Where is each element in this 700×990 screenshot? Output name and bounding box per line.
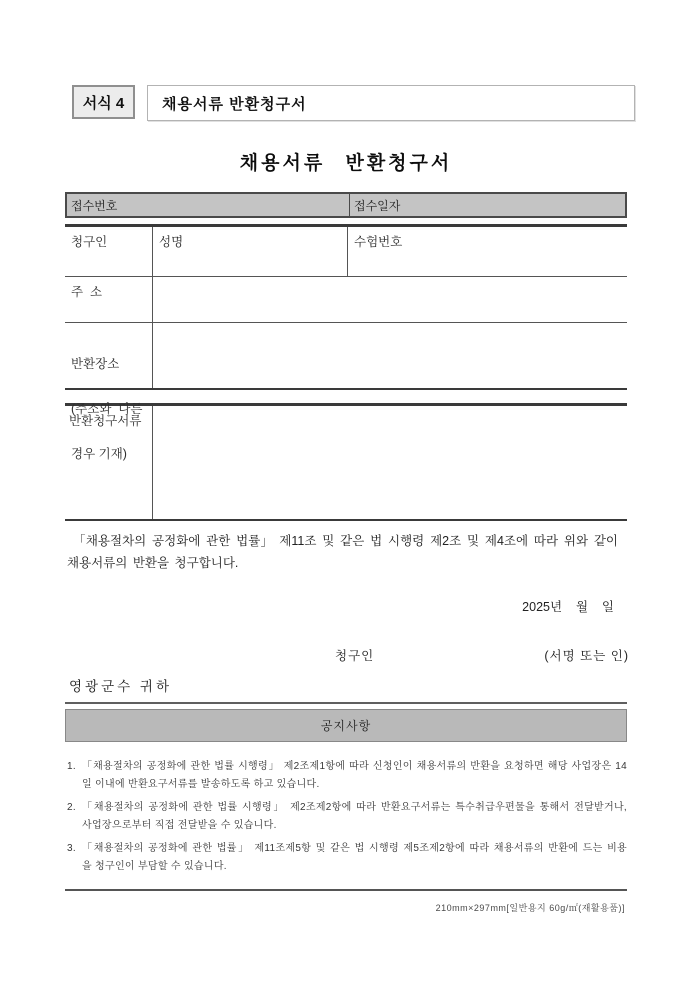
address-label-cell: 주 소 [65, 276, 153, 322]
notice-item-text [82, 758, 627, 793]
date-line: 2025년 월 일 [522, 600, 614, 614]
paper-spec: 210mm×297mm[일반용지 60g/㎡(재활용품)] [435, 903, 625, 913]
notice-item-line: 을 청구인이 부담할 수 있습니다. [82, 860, 227, 872]
requested-documents-table [65, 403, 627, 521]
form-number-badge: 서식 4 [72, 85, 135, 119]
notice-item-number: 1. [67, 761, 76, 772]
notice-list [65, 758, 627, 875]
addressee: 영광군수 귀하 [69, 679, 172, 694]
requested-documents-value-cell [153, 406, 627, 519]
notice-item-text [82, 840, 627, 875]
bottom-rule [65, 889, 627, 891]
receipt-header-row [65, 192, 627, 218]
notice-item-line: 일 이내에 반환요구서류를 발송하도록 하고 있습니다. [82, 778, 320, 790]
return-place-value-cell [153, 322, 627, 388]
receipt-number-label: 접수번호 [67, 194, 350, 216]
signer-label: 청구인 [335, 649, 375, 663]
document-page [65, 0, 627, 914]
form-header-band [72, 85, 635, 121]
name-field-cell: 성명 [153, 227, 348, 276]
requested-documents-label-cell: 반환청구서류 [65, 406, 153, 519]
signature-row [65, 646, 627, 664]
signature-hint: (서명 또는 인) [544, 649, 629, 663]
notice-item-line: 「채용절차의 공정화에 관한 법률 시행령」 제2조제1항에 따라 신청인이 채용서류의 반환을 요청하면 해당 사업장은 14 [82, 761, 627, 772]
notice-top-rule [65, 702, 627, 704]
notice-item-number: 2. [67, 802, 76, 813]
exam-number-field-cell: 수험번호 [354, 235, 403, 249]
notice-item-line: 「채용절차의 공정화에 관한 법률 시행령」 제2조제2항에 따라 반환요구서류는 특수취급우편물을 통해서 전달받거나, [82, 802, 627, 813]
page-title: 채용서류 반환청구서 [239, 153, 453, 174]
notice-item [65, 840, 627, 875]
return-place-label-line: (주소와 다른 [71, 402, 143, 416]
declaration-line: 「채용절차의 공정화에 관한 법률」 제11조 및 같은 법 시행령 제2조 및 제4조에 따라 위와 같이 [73, 534, 618, 548]
return-place-label-line: 경우 기재) [71, 447, 127, 461]
notice-item [65, 758, 627, 793]
notice-title-bar: 공지사항 [65, 709, 627, 742]
return-place-label-line: 반환장소 [71, 357, 120, 371]
notice-item-line: 사업장으로부터 직접 전달받을 수 있습니다. [82, 819, 277, 831]
address-value-cell [153, 276, 627, 322]
notice-item-line: 「채용절차의 공정화에 관한 법률」 제11조제5항 및 같은 법 시행령 제5조제2항에 따라 채용서류의 반환에 드는 비용 [82, 843, 627, 854]
declaration-paragraph [65, 530, 627, 574]
notice-item [65, 799, 627, 834]
declaration-line: 채용서류의 반환을 청구합니다. [67, 556, 239, 570]
notice-item-number: 3. [67, 843, 76, 854]
notice-item-text [82, 799, 627, 834]
receipt-date-label: 접수일자 [354, 199, 401, 213]
claimant-label-cell: 청구인 [65, 227, 153, 276]
form-name-box: 채용서류 반환청구서 [147, 85, 635, 121]
